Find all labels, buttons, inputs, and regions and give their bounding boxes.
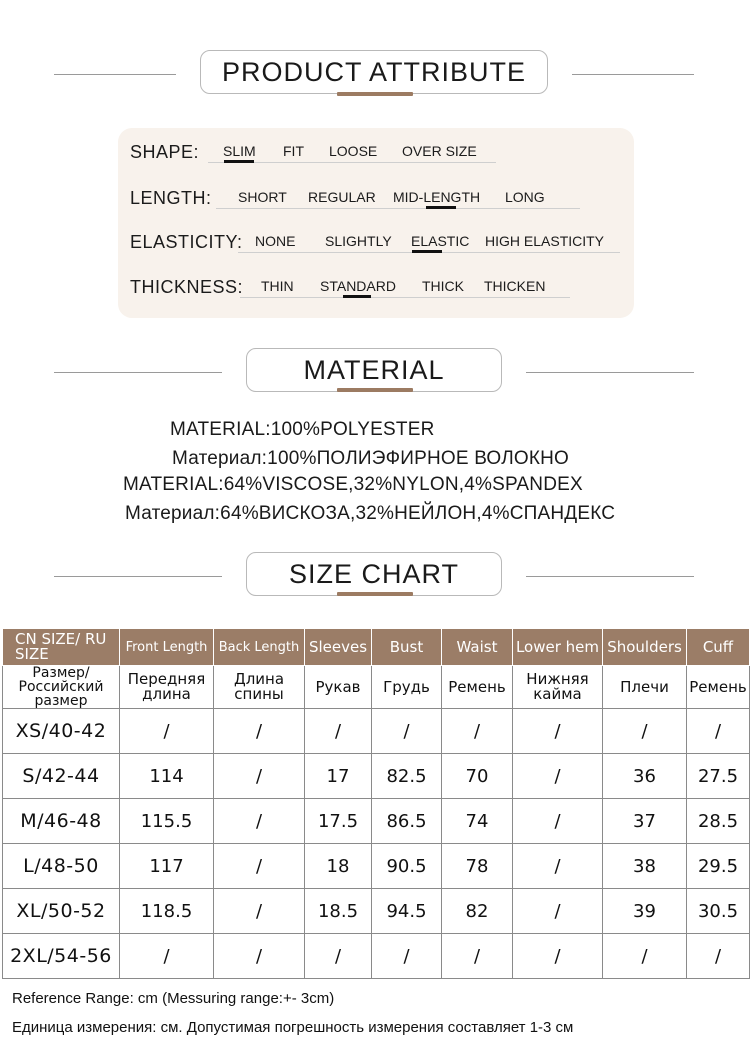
reference-note-en: Reference Range: cm (Messuring range:+- 3cm) <box>12 990 335 1007</box>
table-cell: L/48-50 <box>3 844 120 889</box>
table-cell: Рукав <box>305 666 372 709</box>
table-cell: / <box>513 709 603 754</box>
material-line-2 <box>172 448 569 470</box>
table-cell: 27.5 <box>687 754 750 799</box>
table-cell: Передняя длина <box>120 666 214 709</box>
table-cell: 90.5 <box>372 844 442 889</box>
table-cell: / <box>687 934 750 979</box>
table-cell: / <box>442 934 513 979</box>
option-standard: STANDARD <box>320 278 396 294</box>
header-rule-left <box>54 576 222 577</box>
attribute-row-shape <box>118 128 634 164</box>
material-key: MATERIAL: <box>123 474 224 495</box>
table-cell: 74 <box>442 799 513 844</box>
table-cell: Плечи <box>603 666 687 709</box>
option-over-size: OVER SIZE <box>402 143 477 159</box>
header-rule-right <box>572 74 694 75</box>
table-cell: / <box>372 934 442 979</box>
table-cell: / <box>603 709 687 754</box>
table-cell: / <box>513 934 603 979</box>
option-loose: LOOSE <box>329 143 378 159</box>
column-header: Front Length <box>120 629 214 666</box>
table-cell: 18 <box>305 844 372 889</box>
column-header: Sleeves <box>305 629 372 666</box>
table-row <box>3 934 750 979</box>
table-cell: / <box>513 754 603 799</box>
option-elastic: ELASTIC <box>411 233 470 249</box>
material-key: Материал: <box>125 503 221 524</box>
section-accent-bar <box>337 592 413 596</box>
table-cell: 78 <box>442 844 513 889</box>
selected-marker <box>224 160 254 163</box>
option-fit: FIT <box>283 143 304 159</box>
table-row <box>3 754 750 799</box>
option-thin: THIN <box>261 278 294 294</box>
table-cell: 38 <box>603 844 687 889</box>
header-rule-left <box>54 74 176 75</box>
attribute-label: THICKNESS: <box>130 277 244 297</box>
table-cell: 114 <box>120 754 214 799</box>
table-cell: / <box>513 799 603 844</box>
option-long: LONG <box>505 189 545 205</box>
table-cell: 94.5 <box>372 889 442 934</box>
table-cell: 118.5 <box>120 889 214 934</box>
section-title: PRODUCT ATTRIBUTE <box>221 56 527 87</box>
column-header: Shoulders <box>603 629 687 666</box>
table-row <box>3 709 750 754</box>
table-cell: / <box>214 844 305 889</box>
table-cell: 117 <box>120 844 214 889</box>
table-cell: Длина спины <box>214 666 305 709</box>
table-cell: 18.5 <box>305 889 372 934</box>
table-cell: 70 <box>442 754 513 799</box>
column-header: Lower hem <box>513 629 603 666</box>
table-cell: 17.5 <box>305 799 372 844</box>
option-regular: REGULAR <box>308 189 376 205</box>
table-cell: M/46-48 <box>3 799 120 844</box>
table-cell: 17 <box>305 754 372 799</box>
table-cell: / <box>442 709 513 754</box>
column-header: CN SIZE/ RU SIZE <box>3 629 120 666</box>
table-cell: / <box>214 889 305 934</box>
attribute-row-elasticity <box>118 218 634 254</box>
table-cell: 28.5 <box>687 799 750 844</box>
material-value: 64%VISCOSE,32%NYLON,4%SPANDEX <box>223 474 583 495</box>
table-cell: Грудь <box>372 666 442 709</box>
table-cell: 86.5 <box>372 799 442 844</box>
option-slightly: SLIGHTLY <box>325 233 392 249</box>
attribute-panel <box>118 128 634 318</box>
header-rule-right <box>526 576 694 577</box>
selected-marker <box>412 250 442 253</box>
table-cell: / <box>214 934 305 979</box>
material-key: MATERIAL: <box>170 419 271 440</box>
table-cell: 39 <box>603 889 687 934</box>
material-value: 100%POLYESTER <box>270 419 435 440</box>
material-line-1 <box>170 419 435 441</box>
table-cell: / <box>513 889 603 934</box>
size-chart-header <box>0 552 750 602</box>
attribute-label: ELASTICITY: <box>130 232 243 252</box>
material-value: 64%ВИСКОЗА,32%НЕЙЛОН,4%СПАНДЕКС <box>220 503 616 524</box>
material-header <box>0 348 750 398</box>
table-cell: / <box>603 934 687 979</box>
table-row <box>3 889 750 934</box>
table-row <box>3 666 750 709</box>
table-cell: 82.5 <box>372 754 442 799</box>
section-accent-bar <box>337 388 413 392</box>
table-cell: Ремень <box>442 666 513 709</box>
table-cell: 36 <box>603 754 687 799</box>
size-chart-table <box>2 628 750 979</box>
column-header: Back Length <box>214 629 305 666</box>
header-rule-left <box>54 372 222 373</box>
table-cell: Размер/ Российский размер <box>3 666 120 709</box>
option-high-elasticity: HIGH ELASTICITY <box>485 233 605 249</box>
product-attribute-header <box>0 50 750 100</box>
selected-marker <box>343 295 371 298</box>
table-cell: 82 <box>442 889 513 934</box>
material-line-4 <box>125 503 615 525</box>
option-thick: THICK <box>422 278 464 294</box>
table-cell: XL/50-52 <box>3 889 120 934</box>
table-cell: S/42-44 <box>3 754 120 799</box>
table-cell: / <box>687 709 750 754</box>
attribute-label: SHAPE: <box>130 142 200 162</box>
section-title: MATERIAL <box>303 354 445 385</box>
section-title: SIZE CHART <box>288 558 460 589</box>
option-thicken: THICKEN <box>484 278 546 294</box>
attribute-baseline <box>216 208 580 209</box>
selected-marker <box>426 206 456 209</box>
table-cell: 37 <box>603 799 687 844</box>
section-title-box <box>246 348 502 392</box>
reference-note-ru: Единица измерения: см. Допустимая погрешность измерения составляет 1-3 см <box>12 1019 574 1036</box>
column-header: Waist <box>442 629 513 666</box>
table-cell: 29.5 <box>687 844 750 889</box>
material-value: 100%ПОЛИЭФИРНОЕ ВОЛОКНО <box>267 448 570 469</box>
option-short: SHORT <box>238 189 287 205</box>
section-title-box <box>246 552 502 596</box>
attribute-row-thickness <box>118 263 634 299</box>
table-row <box>3 844 750 889</box>
section-accent-bar <box>337 92 413 96</box>
column-header: Bust <box>372 629 442 666</box>
table-header-row <box>3 629 750 666</box>
attribute-baseline <box>240 297 570 298</box>
table-cell: / <box>214 799 305 844</box>
table-cell: / <box>120 709 214 754</box>
column-header: Cuff <box>687 629 750 666</box>
material-line-3 <box>123 474 583 496</box>
table-cell: / <box>513 844 603 889</box>
option-mid-length: MID-LENGTH <box>393 189 481 205</box>
attribute-label: LENGTH: <box>130 188 212 208</box>
table-cell: XS/40-42 <box>3 709 120 754</box>
table-cell: / <box>214 754 305 799</box>
section-title-box <box>200 50 548 94</box>
table-cell: 30.5 <box>687 889 750 934</box>
option-slim: SLIM <box>223 143 256 159</box>
header-rule-right <box>526 372 694 373</box>
table-row <box>3 799 750 844</box>
attribute-row-length <box>118 174 634 210</box>
material-key: Материал: <box>172 448 268 469</box>
table-cell: 115.5 <box>120 799 214 844</box>
table-cell: / <box>305 709 372 754</box>
table-cell: / <box>305 934 372 979</box>
table-cell: Ремень <box>687 666 750 709</box>
table-cell: / <box>372 709 442 754</box>
table-cell: 2XL/54-56 <box>3 934 120 979</box>
table-cell: / <box>214 709 305 754</box>
table-cell: Нижняя кайма <box>513 666 603 709</box>
option-none: NONE <box>255 233 296 249</box>
table-cell: / <box>120 934 214 979</box>
